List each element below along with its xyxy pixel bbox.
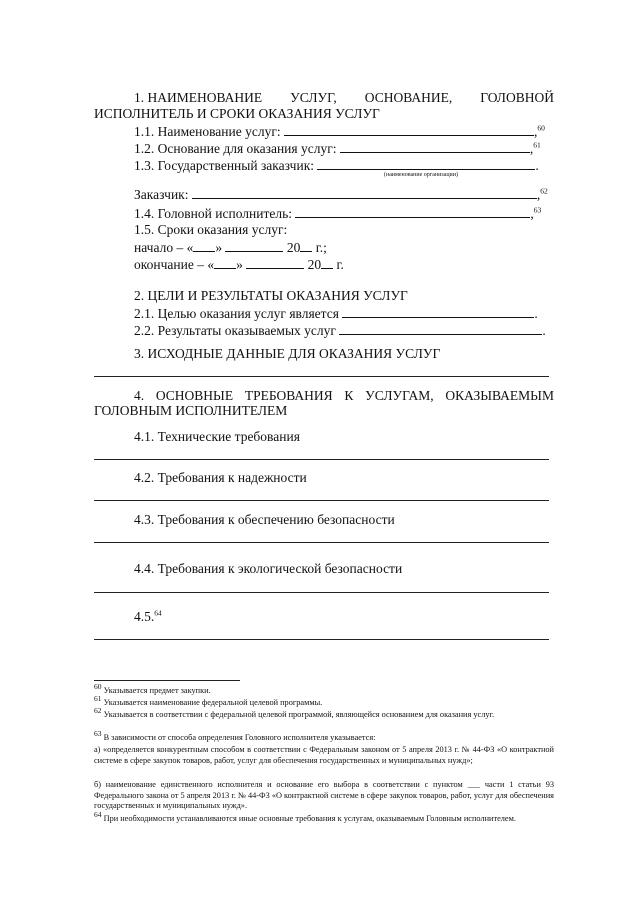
footnote-mark: 60: [94, 682, 102, 692]
item-4-2: 4.2. Требования к надежности: [134, 470, 307, 485]
footnote-63: [94, 729, 554, 744]
item-4-4-field[interactable]: [94, 592, 549, 593]
item-4-3-field[interactable]: [94, 542, 549, 543]
footnote-62: [94, 706, 554, 721]
title-word: 4.: [134, 388, 145, 403]
title-word: УСЛУГАМ,: [365, 388, 434, 403]
item-4-1: 4.1. Технические требования: [134, 429, 300, 444]
comma: ,: [530, 206, 534, 221]
item-4-5-label: 4.5.: [134, 609, 155, 624]
footnote-text: Указывается в соответствии с федеральной целевой программой, являющейся основанием для оказания услуг.: [103, 710, 495, 719]
start-suffix: г.;: [315, 240, 327, 255]
title-word: ОСНОВАНИЕ,: [364, 90, 453, 105]
item-2-1: [134, 305, 538, 322]
start-year-field[interactable]: [300, 239, 312, 252]
title-word: ТРЕБОВАНИЯ: [244, 388, 333, 403]
footnote-text: При необходимости устанавливаются иные основные требования к услугам, оказываемым Головным исполнителем.: [103, 814, 516, 823]
item-1-3-caption: (наименование организации): [384, 172, 458, 178]
item-1-4: [134, 205, 541, 222]
customer-line: [134, 186, 548, 203]
footnote-61: [94, 694, 554, 709]
item-1-2: [134, 140, 541, 157]
footnote-64: [94, 810, 554, 825]
title-word: ОСНОВНЫЕ: [155, 388, 234, 403]
footnote-mark: 62: [94, 706, 102, 716]
comma: ,: [534, 124, 538, 139]
title-word: ГОЛОВНОЙ: [480, 90, 554, 105]
start-year: 20: [286, 240, 301, 255]
item-1-3-label: 1.3. Государственный заказчик:: [134, 158, 315, 173]
item-4-4: 4.4. Требования к экологической безопасности: [134, 561, 403, 576]
footnote-ref-61: 61: [533, 140, 541, 150]
footnote-text: а) «определяется конкурентным способом в соответствии с Федеральным законом от 5 апреля 2013 г. № 44-ФЗ «О контрактной системе в сфере закупок товаров, работ, услуг для обеспечения государственных и муниципальных нужд»;: [94, 745, 554, 765]
title-word: УСЛУГ,: [290, 90, 337, 105]
item-1-2-field[interactable]: [340, 140, 530, 153]
section-4-title-line-1: [134, 388, 554, 404]
item-2-2-field[interactable]: [339, 322, 542, 335]
footnote-text: б) наименование единственного исполнителя и основание его выбора в соответствии с пунктом ___ части 1 статьи 93 Федерального закона от 5 апреля 2013 г. № 44-ФЗ «О контрактной системе в сфере закупок товаров, работ, услуг для обеспечения государственных и муниципальных нужд».: [94, 780, 554, 810]
end-suffix: г.: [336, 257, 344, 272]
footnote-text: Указывается предмет закупки.: [103, 686, 211, 695]
end-year: 20: [307, 257, 322, 272]
item-4-3: 4.3. Требования к обеспечению безопасности: [134, 512, 395, 527]
section-4-title-line-2: ГОЛОВНЫМ ИСПОЛНИТЕЛЕМ: [94, 403, 288, 418]
item-1-5: 1.5. Сроки оказания услуг:: [134, 222, 288, 237]
start-day-field[interactable]: [193, 239, 215, 252]
footnote-text: В зависимости от способа определения Головного исполнителя указывается:: [103, 733, 376, 742]
item-1-2-label: 1.2. Основание для оказания услуг:: [134, 141, 337, 156]
title-word: 1. НАИМЕНОВАНИЕ: [134, 90, 263, 105]
item-1-4-field[interactable]: [295, 205, 530, 218]
period: .: [534, 306, 538, 321]
section-3-field[interactable]: [94, 376, 549, 377]
end-month-field[interactable]: [246, 256, 304, 269]
comma: ,: [536, 187, 541, 202]
end-year-field[interactable]: [321, 256, 333, 269]
comma: ,: [529, 141, 534, 156]
period: .: [542, 323, 546, 338]
item-2-2: [134, 322, 546, 339]
footnote-63-a: [94, 745, 554, 766]
item-1-1-field[interactable]: [284, 123, 534, 136]
item-2-2-label: 2.2. Результаты оказываемых услуг: [134, 323, 336, 338]
item-1-3-field[interactable]: [317, 157, 535, 170]
item-4-5-field[interactable]: [94, 639, 549, 640]
item-1-1-label: 1.1. Наименование услуг:: [134, 124, 281, 139]
title-word: К: [344, 388, 354, 403]
footnote-mark: 61: [94, 694, 102, 704]
item-2-1-field[interactable]: [342, 305, 534, 318]
footnote-ref-63: 63: [533, 205, 542, 215]
item-4-1-field[interactable]: [94, 459, 549, 460]
footnote-mark: 63: [94, 729, 102, 739]
footnote-60: [94, 682, 554, 697]
footnote-separator: [94, 680, 240, 681]
footnote-mark: 64: [94, 810, 102, 820]
footnote-ref-62: 62: [540, 186, 548, 196]
start-month-field[interactable]: [225, 239, 283, 252]
item-1-1: [134, 123, 545, 140]
period: .: [535, 158, 539, 173]
section-2-title: 2. ЦЕЛИ И РЕЗУЛЬТАТЫ ОКАЗАНИЯ УСЛУГ: [134, 288, 408, 303]
footnote-63-b: [94, 780, 554, 812]
item-1-4-label: 1.4. Головной исполнитель:: [134, 206, 292, 221]
item-1-3: [134, 157, 539, 174]
start-prefix: начало – «: [134, 240, 194, 255]
start-date-line: [134, 239, 327, 256]
end-day-field[interactable]: [214, 256, 236, 269]
section-3-title: 3. ИСХОДНЫЕ ДАННЫЕ ДЛЯ ОКАЗАНИЯ УСЛУГ: [134, 346, 441, 361]
item-2-1-label: 2.1. Целью оказания услуг является: [134, 306, 339, 321]
title-word: ОКАЗЫВАЕМЫМ: [445, 388, 554, 403]
item-4-5: [134, 609, 162, 625]
section-1-title-line-1: [134, 90, 554, 106]
footnote-ref-64: 64: [154, 608, 162, 618]
customer-field[interactable]: [192, 186, 537, 199]
customer-label: Заказчик:: [134, 187, 189, 202]
section-1-title-line-2: ИСПОЛНИТЕЛЬ И СРОКИ ОКАЗАНИЯ УСЛУГ: [94, 106, 380, 121]
end-date-line: [134, 256, 344, 273]
footnote-ref-60: 60: [537, 123, 545, 133]
start-mid: »: [215, 240, 223, 255]
item-4-2-field[interactable]: [94, 500, 549, 501]
end-mid: »: [236, 257, 243, 272]
end-prefix: окончание – «: [134, 257, 215, 272]
footnote-text: Указывается наименование федеральной целевой программы.: [103, 698, 323, 707]
